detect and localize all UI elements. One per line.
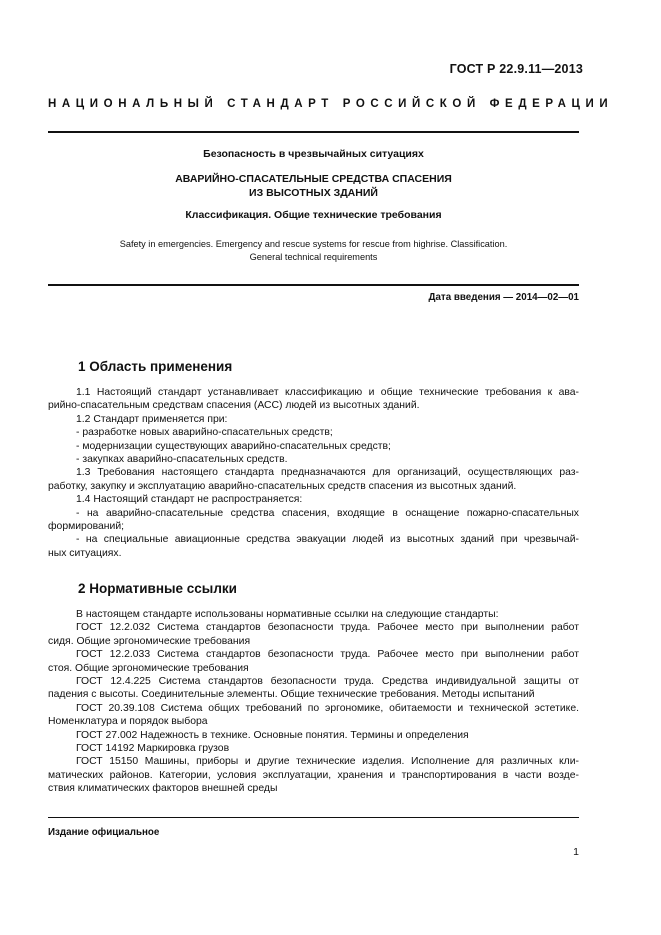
- list-item-continuation: ных ситуациях.: [48, 547, 122, 559]
- footer-rule: [48, 817, 579, 818]
- list-item: - на специальные авиационные средства эвакуации людей из высотных зданий при чрезвычай-: [76, 534, 579, 546]
- section-1-body: [48, 386, 579, 560]
- section-2-body: [48, 608, 579, 796]
- list-item: - модернизации существующих аварийно-спасательных средств;: [76, 440, 391, 452]
- reference-entry: ГОСТ 12.2.033 Система стандартов безопасности труда. Рабочее место при выполнении работ: [76, 649, 579, 661]
- reference-entry-continuation: ствия климатических факторов внешней среды: [48, 783, 278, 795]
- reference-entry: ГОСТ 14192 Маркировка грузов: [76, 743, 230, 755]
- list-item: - на аварийно-спасательные средства спасения, входящие в оснащение пожарно-спасательных: [76, 507, 579, 519]
- reference-entry-continuation: стоя. Общие эргономические требования: [48, 662, 249, 674]
- main-title: [48, 173, 579, 200]
- paragraph-line: 1.2 Стандарт применяется при:: [76, 413, 228, 425]
- reference-entry-continuation: сидя. Общие эргономические требования: [48, 635, 251, 647]
- reference-entry: ГОСТ 27.002 Надежность в технике. Основные понятия. Термины и определения: [76, 729, 469, 741]
- paragraph-line: 1.4 Настоящий стандарт не распространяется:: [76, 494, 303, 506]
- paragraph-line: В настоящем стандарте использованы нормативные ссылки на следующие стандарты:: [76, 609, 499, 620]
- series-title: Безопасность в чрезвычайных ситуациях: [203, 148, 424, 160]
- introduction-date: Дата введения — 2014—02—01: [428, 292, 579, 303]
- official-edition-label: Издание официальное: [48, 827, 160, 838]
- english-title-line-2: General technical requirements: [249, 252, 378, 262]
- title-rule: [48, 284, 579, 286]
- paragraph-line: рийно-спасательным средствам спасения (АСС) людей из высотных зданий.: [48, 400, 420, 412]
- page-number: 1: [573, 846, 579, 858]
- reference-entry: ГОСТ 12.4.225 Система стандартов безопасности труда. Средства индивидуальной защиты от: [76, 676, 579, 688]
- reference-entry: ГОСТ 20.39.108 Система общих требований по эргономике, обитаемости и технической эстетике.: [76, 702, 579, 714]
- reference-entry-continuation: матических районов. Категории, условия эксплуатации, хранения и транспортирования в части возде-: [48, 769, 579, 781]
- main-title-line-1: АВАРИЙНО-СПАСАТЕЛЬНЫЕ СРЕДСТВА СПАСЕНИЯ: [175, 173, 452, 185]
- list-item: - закупках аварийно-спасательных средств.: [76, 454, 288, 466]
- header-rule: [48, 131, 579, 133]
- english-title: [48, 238, 579, 264]
- subtitle: Классификация. Общие технические требования: [185, 209, 442, 221]
- list-item: - разработке новых аварийно-спасательных средств;: [76, 427, 333, 439]
- paragraph-line: 1.1 Настоящий стандарт устанавливает классификацию и общие технические требования к ава-: [76, 387, 579, 398]
- section-2-heading: 2 Нормативные ссылки: [78, 581, 237, 596]
- reference-entry: ГОСТ 15150 Машины, приборы и другие технические изделия. Исполнение для различных кли-: [76, 756, 579, 768]
- english-title-line-1: Safety in emergencies. Emergency and rescue systems for rescue from highrise. Classification.: [119, 239, 508, 249]
- reference-entry-continuation: Номенклатура и порядок выбора: [48, 716, 208, 728]
- paragraph-line: 1.3 Требования настоящего стандарта предназначаются для организаций, осуществляющих раз-: [76, 467, 579, 479]
- main-title-line-2: ИЗ ВЫСОТНЫХ ЗДАНИЙ: [249, 186, 378, 199]
- reference-entry-continuation: падения с высоты. Соединительные элементы. Общие технические требования. Методы испытаний: [48, 689, 535, 701]
- list-item-continuation: формирований;: [48, 521, 125, 533]
- section-1-heading: 1 Область применения: [78, 359, 233, 374]
- paragraph-line: работку, закупку и эксплуатацию аварийно-спасательных средств спасения из высотных зданий.: [48, 480, 517, 492]
- document-number: ГОСТ Р 22.9.11—2013: [449, 62, 583, 76]
- reference-entry: ГОСТ 12.2.032 Система стандартов безопасности труда. Рабочее место при выполнении работ: [76, 622, 579, 634]
- national-standard-banner: НАЦИОНАЛЬНЫЙ СТАНДАРТ РОССИЙСКОЙ ФЕДЕРАЦИИ: [48, 98, 614, 110]
